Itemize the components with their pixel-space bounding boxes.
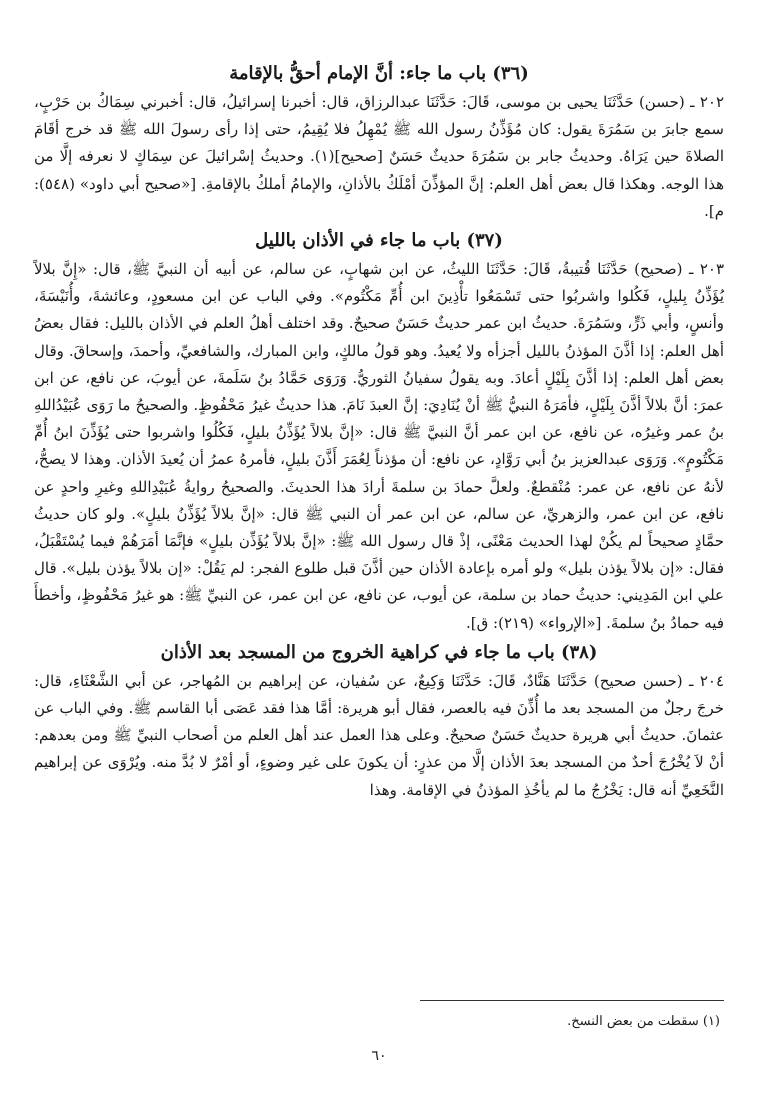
page-number: ٦٠	[371, 1048, 387, 1064]
hadith-202: ٢٠٢ ـ (حسن) حَدَّثَنَا يحيى بن موسى، قَالَ: حَدَّثَنَا عبدالرزاق، قال: أخبرنا إسرائيلُ، قال: أخبرني سِمَاكُ بن حَرْبٍ، سمع جابرَ بن سَمُرَةَ يقول: كان مُؤَذِّنُ رسول الله ﷺ يُمْهِلُ فلا يُقِيمُ، حتى إذا رأى رسولَ الله ﷺ قد خرج أقَامَ الصلاةَ حين يَرَاهُ. وحديثُ جابر بن سَمُرَةَ حديثٌ حَسَنٌ [صحيح](١). وحديثُ إسْرائيلَ عن سِمَاكٍ لا نعرفه إلَّا من هذا الوجه. وهكذا قال بعض أهل العلم: إنَّ المؤذِّنَ أمْلَكُ بالأذانِ، والإمامُ أملكُ بالإقامةِ. [«صحيح أبي داود» (٥٤٨): م].	[34, 93, 724, 220]
page-body	[34, 58, 724, 804]
footnote-divider	[420, 1000, 724, 1001]
footnote: (١) سقطت من بعض النسخ.	[567, 1014, 720, 1029]
chapter-heading-38: (٣٨) باب ما جاء في كراهية الخروج من المسجد بعد الأذان	[160, 641, 598, 663]
hadith-204: ٢٠٤ ـ (حسن صحيح) حَدَّثَنَا هَنَّادٌ، قَالَ: حَدَّثَنَا وَكِيعٌ، عن سُفيان، عن إبراهيم بن المُهاجر، عن أبي الشَّعْثَاءِ، قال: خرجَ رجلٌ من المسجد بعد ما أُذِّنَ فيه بالعصر، فقال أبو هريرة: أمَّا هذا فقد عَصَى أبا القاسم ﷺ. وفي الباب عن عثمانَ. حديثُ أبي هريرة حديثٌ حَسَنٌ صحيحٌ. وعلى هذا العمل عند أهل العلم من أصحاب النبيِّ ﷺ ومن بعدهم: أنْ لاَ يُخْرُجَ أحدٌ من المسجد بعدَ الأذان إلَّا من عذرٍ: أن يكونَ على غير وضوءٍ، أو أمْرٌ لا بُدَّ منه. ويُرْوَى عن إبراهيم النَّخَعِيِّ أنه قال: يَخْرُجُ ما لم يأخُذِ المؤذنُ في الإقامة. وهذا	[34, 671, 724, 799]
chapter-heading-37: (٣٧) باب ما جاء في الأذان بالليل	[255, 230, 503, 252]
chapter-heading-36: (٣٦) باب ما جاء: أنَّ الإمام أحقُّ بالإقامة	[229, 63, 529, 84]
hadith-203: ٢٠٣ ـ (صحيح) حَدَّثَنَا قُتيبةُ، قَالَ: حَدَّثَنَا الليثُ، عن ابن شهابٍ، عن سالم، عن أبيه أن النبيَّ ﷺ، قال: «إِنَّ بلالاً يُؤَذِّنُ بِليلٍ، فَكُلوا واشربُوا حتى تَسْمَعُوا تأْذِينَ ابن أُمِّ مَكْتُوم». وفي الباب عن ابن مسعودٍ، وعائشةَ، وأُنَيْسَةَ، وأنسٍ، وأبي ذَرٍّ، وسَمُرَةَ. حديثُ ابن عمر حديثٌ حَسَنٌ صحيحٌ. وقد اختلف أهلُ العلم في الأذان بالليل: فقال بعضُ أهل العلم: إذا أذَّنَ المؤذنُ بالليل أجزأه ولا يُعيدُ. وهو قولُ مالكٍ، وابن المبارك، والشافعيِّ، وأحمدَ، وإسحاقَ. وقال بعض أهل العلم: إذا أذَّنَ بِلَيْلٍ أعادَ. وبه يقولُ سفيانُ الثوريُّ. وَرَوَى حَمَّادُ بنُ سَلَمةَ، عن أيوبَ، عن نافع، عن ابن عمرَ: أنَّ بلالاً أذَّنَ بِلَيْلٍ، فأمَرَهُ النبيُّ ﷺ أنْ يُنَادِيَ: إنَّ العبدَ نَامَ. هذا حديثٌ غيرُ مَحْفُوظٍ. والصحيحُ ما رَوَى عُبَيْدُاللهِ بنُ عمر وغيرُه، عن نافع، عن ابن عمر أنَّ النبيَّ ﷺ قال: «إنَّ بلالاً يُؤَذِّنُ بليلٍ، فَكُلُوا واشربوا حتى يُؤَذِّنَ ابنُ أُمِّ مَكْتُومٍ». وَرَوَى عبدالعزيز بنُ أبي رَوَّادٍ، عن نافع: أن مؤذناً لِعُمَرَ أَذَّنَ بليلٍ، فأمرهُ عمرُ أن يُعيدَ الأذان. وهذا لا يصحُّ، لأنهُ عن نافع، عن عمر: مُنْقطعٌ. ولعلَّ حمادَ بن سلمةَ أرادَ هذا الحديثَ. والصحيحُ روايةُ عُبَيْدِاللهِ وغيرِ واحدٍ عن نافع، عن ابن عمر، والزهريِّ، عن سالم، عن ابن عمر أن النبي ﷺ قال: «إنَّ بلالاً يُؤَذِّنُ بليلٍ». ولو كان حديثُ حمَّادٍ صحيحاً لم يكُنْ لهذا الحديث مَعْنًى، إذْ قال رسول الله ﷺ: «إنَّ بلالاً يُؤَذِّن بليلٍ» فإنَّمَا أمَرَهُمْ فيما يُسْتَقْبَلُ، فقال: «إن بلالاً يؤذن بليل» ولو أمره بإعادة الأذان حين أذَّنَ قبل طلوع الفجر: لم يَقُلْ: «إن بلالاً يؤذن بليل». قال علي ابن المَدِيني: حديثُ حماد بن سلمة، عن أيوب، عن نافع، عن ابن عمر، عن النبيِّ ﷺ: هو غيرُ مَحْفُوظٍ، وأخطأَ فيه حمادُ بنُ سلمةَ. [«الإرواء» (٢١٩): ق].	[34, 260, 724, 632]
